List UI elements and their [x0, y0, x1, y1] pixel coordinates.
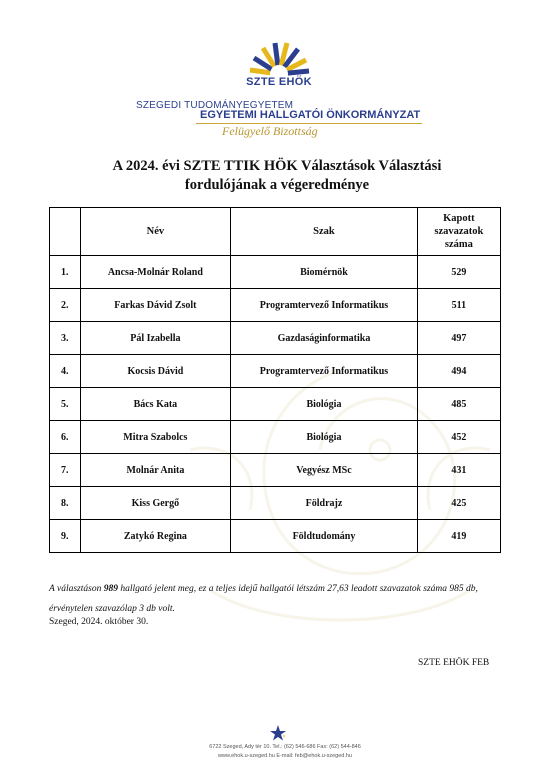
row-name: Farkas Dávid Zsolt	[80, 289, 231, 322]
row-num: 4.	[50, 355, 81, 388]
row-name: Bács Kata	[80, 388, 231, 421]
row-name: Zatykó Regina	[80, 520, 231, 553]
header-votes-line-1: Kapott	[443, 213, 475, 224]
university-name: SZEGEDI TUDOMÁNYEGYETEM	[136, 100, 294, 111]
table-row	[50, 421, 501, 454]
footer-star-logo	[268, 724, 288, 742]
row-num: 8.	[50, 487, 81, 520]
results-table	[49, 207, 501, 553]
row-num: 2.	[50, 289, 81, 322]
note-text-2: hallgató jelent meg, ez a teljes idejű hallgatói létszám 27,63 leadott szavazatok száma 985 db, érvénytelen szavazólap 3 db volt.	[49, 584, 478, 614]
table-row	[50, 355, 501, 388]
organization-name: EGYETEMI HALLGATÓI ÖNKORMÁNYZAT	[200, 109, 421, 121]
row-name: Mitra Szabolcs	[80, 421, 231, 454]
signature: SZTE EHÖK FEB	[418, 658, 490, 668]
header-name: Név	[80, 208, 231, 256]
row-votes: 497	[417, 322, 500, 355]
table-header-row	[50, 208, 501, 256]
footer-address: 6722 Szeged, Ady tér 10. Tel.: (62) 546-686 Fax: (62) 544-846	[209, 744, 361, 750]
ehok-sunburst-logo	[246, 40, 312, 76]
row-name: Ancsa-Molnár Roland	[80, 256, 231, 289]
turnout-count: 989	[103, 584, 118, 594]
logo-text: SZTE EHÖK	[246, 76, 312, 88]
row-votes: 425	[417, 487, 500, 520]
table-row	[50, 454, 501, 487]
table-row	[50, 289, 501, 322]
header-num	[50, 208, 81, 256]
table-row	[50, 388, 501, 421]
title-line-2: fordulójának a végeredménye	[184, 177, 370, 193]
row-votes: 431	[417, 454, 500, 487]
table-row	[50, 487, 501, 520]
row-num: 9.	[50, 520, 81, 553]
row-name: Kocsis Dávid	[80, 355, 231, 388]
table-row	[50, 322, 501, 355]
row-major: Biológia	[231, 421, 418, 454]
row-major: Földrajz	[231, 487, 418, 520]
row-major: Biológia	[231, 388, 418, 421]
row-votes: 529	[417, 256, 500, 289]
row-major: Gazdaságinformatika	[231, 322, 418, 355]
title-line-1: A 2024. évi SZTE TTIK HÖK Választások Választási	[112, 158, 442, 174]
header-votes-line-2: szavazatok	[434, 226, 484, 237]
row-major: Vegyész MSc	[231, 454, 418, 487]
header-votes	[417, 208, 500, 256]
row-votes: 485	[417, 388, 500, 421]
row-major: Programtervező Informatikus	[231, 355, 418, 388]
row-num: 5.	[50, 388, 81, 421]
row-name: Pál Izabella	[80, 322, 231, 355]
row-name: Molnár Anita	[80, 454, 231, 487]
document-date: Szeged, 2024. október 30.	[49, 617, 149, 627]
header-votes-line-3: száma	[444, 239, 473, 250]
row-major: Földtudomány	[231, 520, 418, 553]
row-name: Kiss Gergő	[80, 487, 231, 520]
committee-name: Felügyelő Bizottság	[222, 124, 318, 138]
row-votes: 494	[417, 355, 500, 388]
document-title	[60, 157, 494, 195]
row-num: 7.	[50, 454, 81, 487]
row-num: 6.	[50, 421, 81, 454]
row-votes: 419	[417, 520, 500, 553]
table-row	[50, 520, 501, 553]
footer-contact: www.ehok.u-szeged.hu E-mail: feb@ehok.u-szeged.hu	[218, 753, 352, 759]
header-major: Szak	[231, 208, 418, 256]
row-votes: 511	[417, 289, 500, 322]
row-major: Programtervező Informatikus	[231, 289, 418, 322]
table-row	[50, 256, 501, 289]
row-num: 1.	[50, 256, 81, 289]
row-major: Biomérnök	[231, 256, 418, 289]
note-text-1: A választáson	[49, 584, 104, 594]
turnout-note	[49, 579, 505, 619]
row-num: 3.	[50, 322, 81, 355]
row-votes: 452	[417, 421, 500, 454]
